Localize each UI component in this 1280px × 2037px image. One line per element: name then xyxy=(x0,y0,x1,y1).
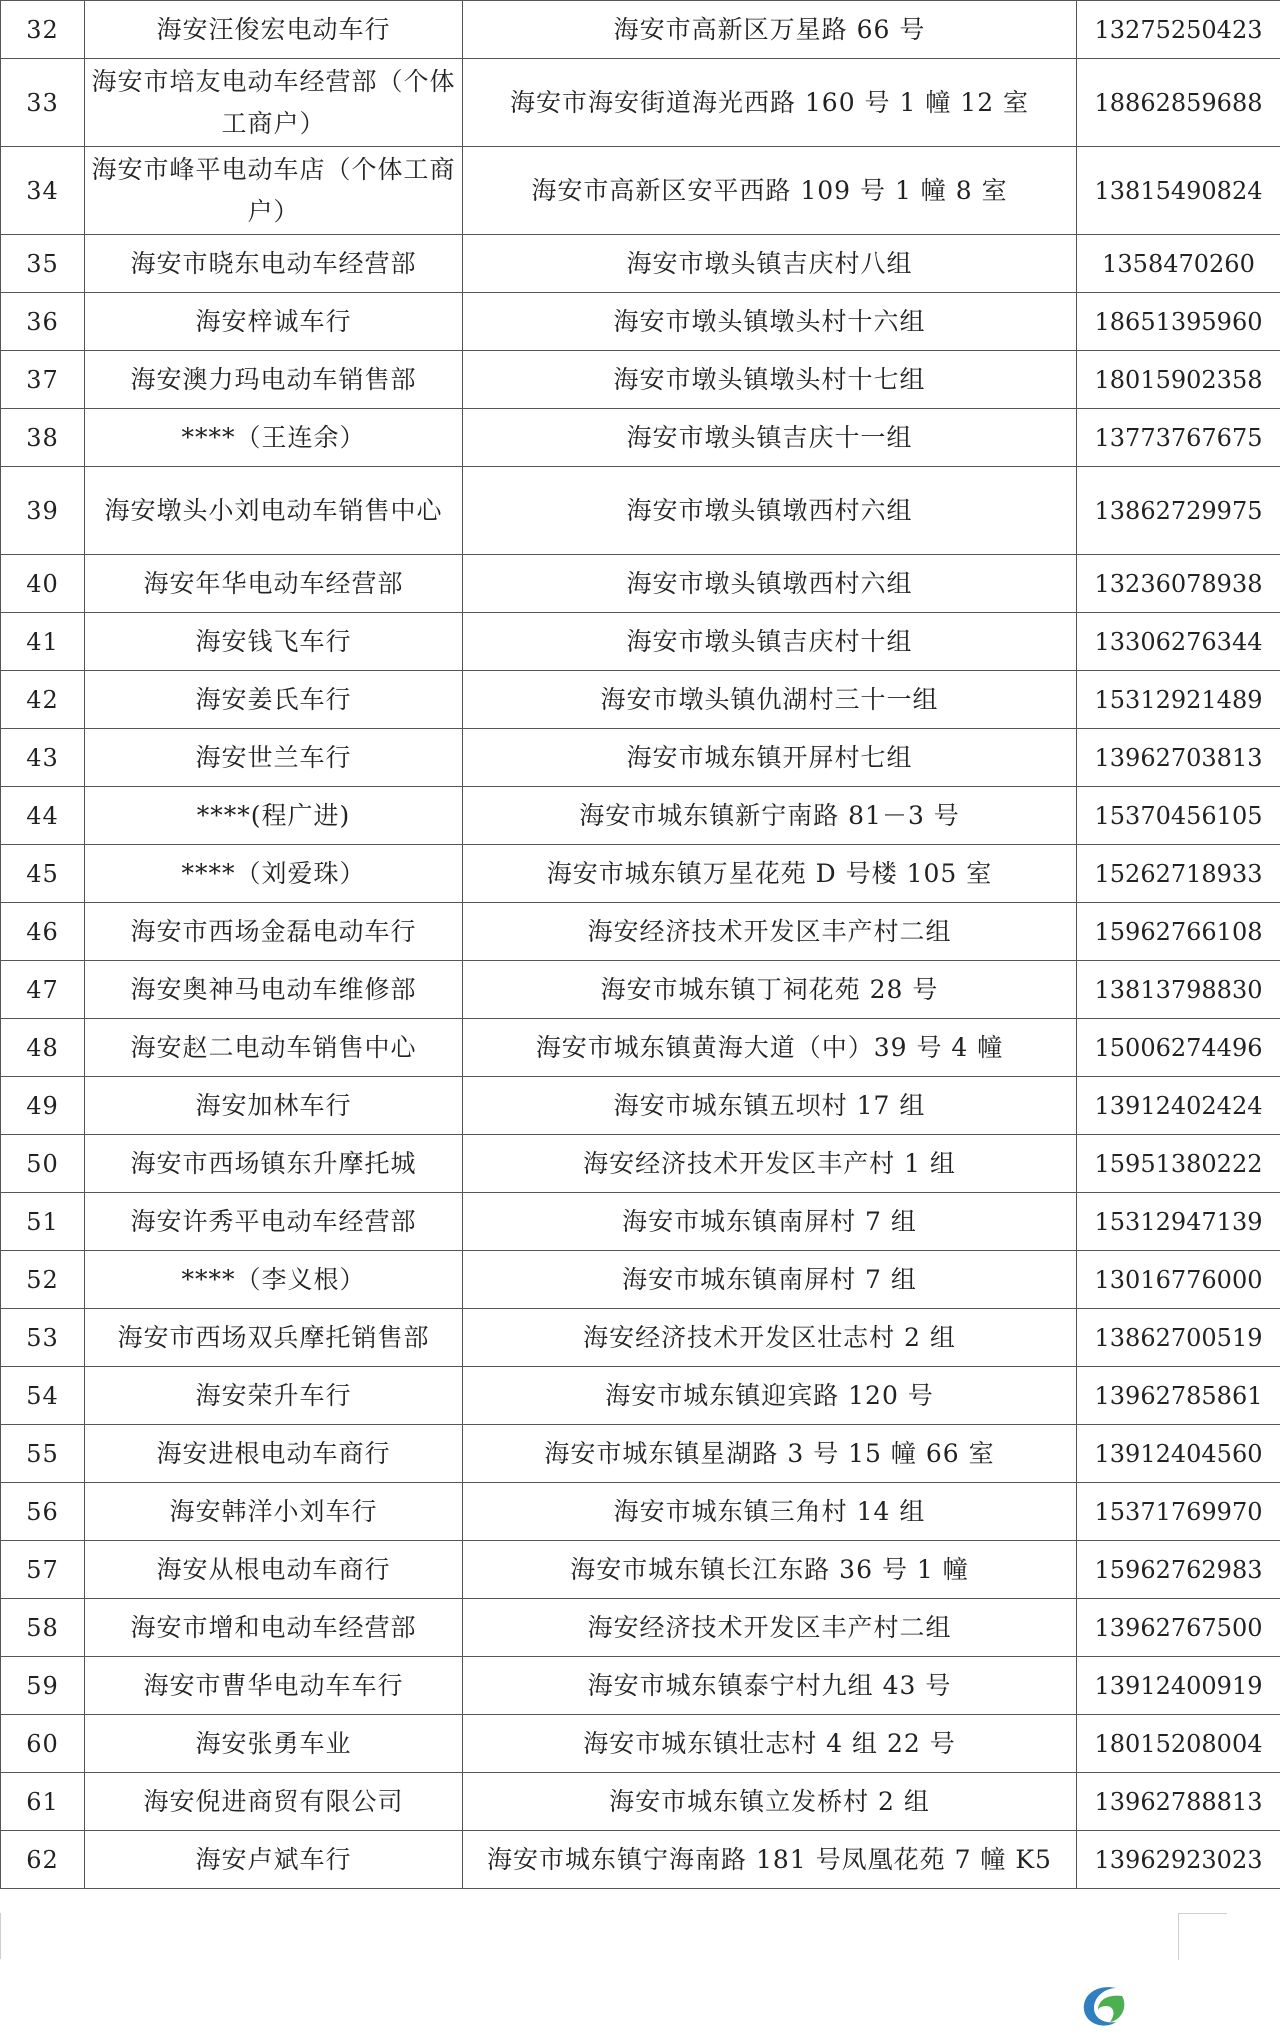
table-row xyxy=(1,1483,1280,1541)
dealer-address: 海安经济技术开发区丰产村二组 xyxy=(463,1599,1077,1657)
dealer-phone: 13016776000 xyxy=(1077,1251,1280,1309)
dealer-address: 海安市高新区万星路 66 号 xyxy=(463,1,1077,59)
dealer-name: 海安张勇车业 xyxy=(85,1715,463,1773)
dealer-address: 海安市墩头镇墩西村六组 xyxy=(463,467,1077,555)
table-row xyxy=(1,1657,1280,1715)
table-row xyxy=(1,1077,1280,1135)
dealer-name: 海安市培友电动车经营部（个体工商户） xyxy=(85,59,463,147)
dealer-address: 海安市城东镇长江东路 36 号 1 幢 xyxy=(463,1541,1077,1599)
row-number: 38 xyxy=(1,409,85,467)
table-row xyxy=(1,1019,1280,1077)
dealer-phone: 13912400919 xyxy=(1077,1657,1280,1715)
dealer-address: 海安市海安街道海光西路 160 号 1 幢 12 室 xyxy=(463,59,1077,147)
row-number: 36 xyxy=(1,293,85,351)
dealer-address: 海安市城东镇泰宁村九组 43 号 xyxy=(463,1657,1077,1715)
dealer-phone: 15371769970 xyxy=(1077,1483,1280,1541)
page-corner-mark-left xyxy=(0,1913,49,1959)
dealer-address: 海安市城东镇迎宾路 120 号 xyxy=(463,1367,1077,1425)
row-number: 33 xyxy=(1,59,85,147)
table-row xyxy=(1,1,1280,59)
dealer-name: 海安姜氏车行 xyxy=(85,671,463,729)
row-number: 62 xyxy=(1,1831,85,1889)
table-row xyxy=(1,1135,1280,1193)
dealer-phone: 15370456105 xyxy=(1077,787,1280,845)
dealer-name: 海安市西场金磊电动车行 xyxy=(85,903,463,961)
table-row xyxy=(1,1251,1280,1309)
table-row xyxy=(1,409,1280,467)
row-number: 48 xyxy=(1,1019,85,1077)
dealer-name: 海安赵二电动车销售中心 xyxy=(85,1019,463,1077)
dealer-address: 海安市墩头镇墩西村六组 xyxy=(463,555,1077,613)
dealer-name: 海安许秀平电动车经营部 xyxy=(85,1193,463,1251)
page-corner-mark-right xyxy=(1178,1913,1227,1960)
dealer-name: 海安倪进商贸有限公司 xyxy=(85,1773,463,1831)
dealer-address: 海安经济技术开发区壮志村 2 组 xyxy=(463,1309,1077,1367)
dealer-phone: 15006274496 xyxy=(1077,1019,1280,1077)
dealer-phone: 13815490824 xyxy=(1077,147,1280,235)
dealer-name: 海安从根电动车商行 xyxy=(85,1541,463,1599)
row-number: 42 xyxy=(1,671,85,729)
table-row xyxy=(1,1425,1280,1483)
dealer-phone: 15312921489 xyxy=(1077,671,1280,729)
dealer-name: 海安墩头小刘电动车销售中心 xyxy=(85,467,463,555)
dealer-address: 海安经济技术开发区丰产村 1 组 xyxy=(463,1135,1077,1193)
dealer-phone: 18651395960 xyxy=(1077,293,1280,351)
table-row xyxy=(1,1541,1280,1599)
row-number: 57 xyxy=(1,1541,85,1599)
row-number: 59 xyxy=(1,1657,85,1715)
watermark-logo-icon xyxy=(1076,1980,1132,2030)
dealer-address: 海安市城东镇三角村 14 组 xyxy=(463,1483,1077,1541)
row-number: 54 xyxy=(1,1367,85,1425)
dealer-name: ****（王连余） xyxy=(85,409,463,467)
dealer-address: 海安市城东镇开屏村七组 xyxy=(463,729,1077,787)
row-number: 46 xyxy=(1,903,85,961)
table-row xyxy=(1,293,1280,351)
row-number: 55 xyxy=(1,1425,85,1483)
row-number: 39 xyxy=(1,467,85,555)
dealer-phone: 18015902358 xyxy=(1077,351,1280,409)
dealer-address: 海安市城东镇黄海大道（中）39 号 4 幢 xyxy=(463,1019,1077,1077)
dealer-name: 海安荣升车行 xyxy=(85,1367,463,1425)
dealer-name: 海安加林车行 xyxy=(85,1077,463,1135)
dealer-phone: 13912402424 xyxy=(1077,1077,1280,1135)
row-number: 50 xyxy=(1,1135,85,1193)
dealer-address: 海安市城东镇南屏村 7 组 xyxy=(463,1251,1077,1309)
row-number: 41 xyxy=(1,613,85,671)
row-number: 37 xyxy=(1,351,85,409)
dealer-name: 海安市西场双兵摩托销售部 xyxy=(85,1309,463,1367)
row-number: 53 xyxy=(1,1309,85,1367)
dealer-phone: 15962762983 xyxy=(1077,1541,1280,1599)
dealer-phone: 13962767500 xyxy=(1077,1599,1280,1657)
dealer-address: 海安市墩头镇吉庆十一组 xyxy=(463,409,1077,467)
dealer-address: 海安市城东镇壮志村 4 组 22 号 xyxy=(463,1715,1077,1773)
table-row xyxy=(1,961,1280,1019)
row-number: 43 xyxy=(1,729,85,787)
dealer-address: 海安市城东镇南屏村 7 组 xyxy=(463,1193,1077,1251)
table-row xyxy=(1,613,1280,671)
dealer-name: 海安澳力玛电动车销售部 xyxy=(85,351,463,409)
dealer-phone: 13306276344 xyxy=(1077,613,1280,671)
table-row xyxy=(1,1599,1280,1657)
dealer-phone: 15312947139 xyxy=(1077,1193,1280,1251)
table-row xyxy=(1,147,1280,235)
table-row xyxy=(1,467,1280,555)
dealer-phone: 15962766108 xyxy=(1077,903,1280,961)
dealer-name: 海安梓诚车行 xyxy=(85,293,463,351)
dealer-address: 海安市墩头镇吉庆村八组 xyxy=(463,235,1077,293)
dealer-address: 海安市墩头镇墩头村十七组 xyxy=(463,351,1077,409)
table-row xyxy=(1,1715,1280,1773)
table-row xyxy=(1,903,1280,961)
dealer-phone: 13912404560 xyxy=(1077,1425,1280,1483)
dealer-address: 海安经济技术开发区丰产村二组 xyxy=(463,903,1077,961)
dealer-phone: 1358470260 xyxy=(1077,235,1280,293)
dealer-address: 海安市高新区安平西路 109 号 1 幢 8 室 xyxy=(463,147,1077,235)
dealer-name: 海安钱飞车行 xyxy=(85,613,463,671)
table-row xyxy=(1,555,1280,613)
table-row xyxy=(1,671,1280,729)
dealer-name: 海安奥神马电动车维修部 xyxy=(85,961,463,1019)
dealer-address: 海安市城东镇星湖路 3 号 15 幢 66 室 xyxy=(463,1425,1077,1483)
table-row xyxy=(1,729,1280,787)
dealer-address: 海安市墩头镇吉庆村十组 xyxy=(463,613,1077,671)
row-number: 60 xyxy=(1,1715,85,1773)
table-row xyxy=(1,1831,1280,1889)
table-row xyxy=(1,59,1280,147)
dealer-phone: 13962788813 xyxy=(1077,1773,1280,1831)
dealer-address: 海安市城东镇五坝村 17 组 xyxy=(463,1077,1077,1135)
table-body xyxy=(1,1,1280,1889)
dealer-phone: 13236078938 xyxy=(1077,555,1280,613)
dealer-name: 海安韩洋小刘车行 xyxy=(85,1483,463,1541)
dealer-phone: 13773767675 xyxy=(1077,409,1280,467)
dealer-phone: 13962703813 xyxy=(1077,729,1280,787)
dealer-name: 海安市晓东电动车经营部 xyxy=(85,235,463,293)
row-number: 40 xyxy=(1,555,85,613)
row-number: 45 xyxy=(1,845,85,903)
row-number: 49 xyxy=(1,1077,85,1135)
dealer-address: 海安市墩头镇墩头村十六组 xyxy=(463,293,1077,351)
dealer-address: 海安市城东镇万星花苑 D 号楼 105 室 xyxy=(463,845,1077,903)
dealer-phone: 13813798830 xyxy=(1077,961,1280,1019)
dealer-phone: 18862859688 xyxy=(1077,59,1280,147)
row-number: 44 xyxy=(1,787,85,845)
table-row xyxy=(1,1773,1280,1831)
row-number: 56 xyxy=(1,1483,85,1541)
dealer-name: ****（刘爱珠） xyxy=(85,845,463,903)
table-row xyxy=(1,845,1280,903)
row-number: 32 xyxy=(1,1,85,59)
dealer-name: 海安进根电动车商行 xyxy=(85,1425,463,1483)
dealer-address: 海安市城东镇丁祠花苑 28 号 xyxy=(463,961,1077,1019)
dealer-phone: 13962923023 xyxy=(1077,1831,1280,1889)
dealer-phone: 15951380222 xyxy=(1077,1135,1280,1193)
dealer-name: 海安世兰车行 xyxy=(85,729,463,787)
row-number: 35 xyxy=(1,235,85,293)
row-number: 52 xyxy=(1,1251,85,1309)
dealer-name: 海安市峰平电动车店（个体工商户） xyxy=(85,147,463,235)
table-row xyxy=(1,1193,1280,1251)
dealer-name: ****(程广进) xyxy=(85,787,463,845)
dealer-name: ****（李义根） xyxy=(85,1251,463,1309)
dealer-address: 海安市城东镇宁海南路 181 号凤凰花苑 7 幢 K5 xyxy=(463,1831,1077,1889)
table-row xyxy=(1,351,1280,409)
dealer-name: 海安卢斌车行 xyxy=(85,1831,463,1889)
table-row xyxy=(1,1367,1280,1425)
row-number: 61 xyxy=(1,1773,85,1831)
table-row xyxy=(1,787,1280,845)
table-row xyxy=(1,1309,1280,1367)
dealer-phone: 18015208004 xyxy=(1077,1715,1280,1773)
dealer-phone: 13275250423 xyxy=(1077,1,1280,59)
dealer-name: 海安市增和电动车经营部 xyxy=(85,1599,463,1657)
dealer-address: 海安市墩头镇仇湖村三十一组 xyxy=(463,671,1077,729)
dealer-name: 海安市西场镇东升摩托城 xyxy=(85,1135,463,1193)
dealer-name: 海安汪俊宏电动车行 xyxy=(85,1,463,59)
dealer-address: 海安市城东镇新宁南路 81－3 号 xyxy=(463,787,1077,845)
row-number: 58 xyxy=(1,1599,85,1657)
dealer-address: 海安市城东镇立发桥村 2 组 xyxy=(463,1773,1077,1831)
dealer-phone: 13862729975 xyxy=(1077,467,1280,555)
dealer-name: 海安年华电动车经营部 xyxy=(85,555,463,613)
dealer-phone: 13862700519 xyxy=(1077,1309,1280,1367)
row-number: 47 xyxy=(1,961,85,1019)
dealer-name: 海安市曹华电动车车行 xyxy=(85,1657,463,1715)
row-number: 51 xyxy=(1,1193,85,1251)
dealer-phone: 13962785861 xyxy=(1077,1367,1280,1425)
dealer-phone: 15262718933 xyxy=(1077,845,1280,903)
table-row xyxy=(1,235,1280,293)
row-number: 34 xyxy=(1,147,85,235)
